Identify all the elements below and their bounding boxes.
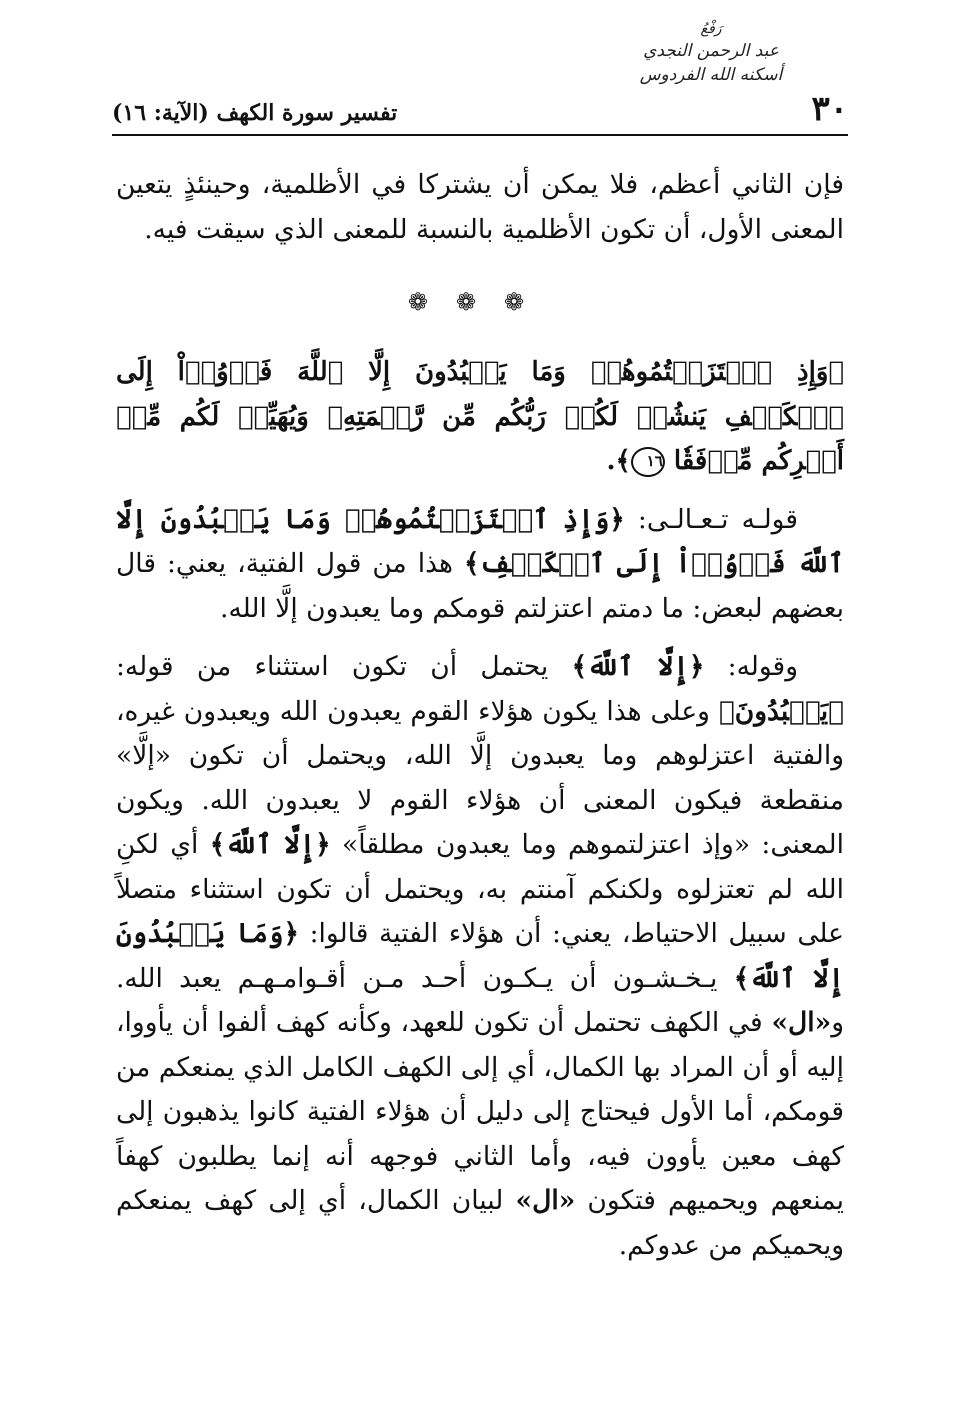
page-body [116,163,844,1268]
page-header [112,21,848,130]
quran-quote: ﴿إِلَّا ٱللَّهَ﴾ [571,651,705,682]
header-rule [112,134,848,136]
quoted-word: «ال» [515,1185,576,1216]
verse-open-bracket: ﴿ [828,357,844,387]
page-number: ٣٠ [811,89,848,129]
ayah-number-marker: ١٦ [631,447,665,477]
verse-text: وَإِذِ ٱعۡتَزَلۡتُمُوهُمۡ وَمَا يَعۡبُدُونَ إِلَّا ٱللَّهَ فَأۡوُۥٓاْ إِلَى ٱلۡكَهۡفِ يَنشُرۡ لَكُمۡ رَبُّكُم مِّن رَّحۡمَتِهِۦ وَيُهَيِّئۡ لَكُم مِّنۡ أَمۡرِكُم مِّرۡفَقٗا [116,357,844,476]
stamp-line-2: عبد الرحمن النجدي [643,40,779,61]
commentary-paragraph-2 [116,645,844,1268]
stamp-line-1: رَفْعُ [700,21,722,37]
ornament-icon: ❁ [407,288,456,316]
quran-quote: ﴿إِلَّا ٱللَّهَ﴾ [209,829,331,860]
paragraph-text: يحتمل أن تكون استثناء من قوله: [116,651,572,682]
paragraph-text: أي لكنِ الله لم تعتزلوه ولكنكم آمنتم به، ويحتمل أن تكون استثناء متصلاً على سبيل الاحتياط، يعني: أن هؤلاء الفتية قالوا: [116,829,844,949]
paragraph-text: وعلى هذا يكون هؤلاء القوم يعبدون الله ويعبدون غيره، والفتية اعتزلوهم وما يعبدون إلَّا الله، ويحتمل أن تكون [116,695,844,771]
stamp-line-3: أسكنه الله الفردوس [639,64,783,85]
ownership-stamp [636,22,786,118]
ornament-icon: ❁ [455,288,505,316]
paragraph-continuation: فإن الثاني أعظم، فلا يمكن أن يشتركا في الأظلمية، وحينئذٍ يتعين المعنى الأول، أن تكون الأظلمية بالنسبة للمعنى الذي سيقت فيه. [116,169,844,245]
commentary-paragraph-1 [116,498,844,632]
quran-verse [116,350,844,484]
paragraph-lead: قولـه تـعـالـى: [624,503,799,535]
quran-quote: ﴿وَإِذِ ٱعۡتَزَلۡتُمُوهُمۡ وَمَا يَعۡبُدُونَ إِلَّا ٱللَّهَ فَأۡوُۥٓاْ إِلَى ٱلۡكَهۡفِ﴾ [116,503,845,579]
paragraph-text: يـخـشـون أن يـكـون أحـد مـن أقـوامـهـم يعبد الله. و [116,962,844,1038]
paragraph-lead: وقوله: [704,651,799,682]
quoted-word: «إلَّا» [116,740,171,771]
quran-quote: ﴿يَعۡبُدُونَ﴾ [718,695,844,727]
running-title: تفسير سورة الكهف (الآية: ١٦) [112,100,398,126]
paragraph-text: هذا من قول الفتية، يعني: قال بعضهم لبعض: ما دمتم اعتزلتم قومكم وما يعبدون إلَّا الله. [116,548,844,624]
quoted-word: «ال» [771,1007,832,1038]
ornament-icon: ❁ [504,288,553,316]
paragraph-text: في الكهف تحتمل أن تكون للعهد، وكأنه كهف ألفوا أن يأووا، إليه أو أن المراد بها الكمال، أي إلى الكهف الكامل الذي يمنعكم من قومكم، أما الأول فيحتاج إلى دليل أن هؤلاء الفتية كانوا يذهبون إلى كهف معين يأوون فيه، وأما الثاني فوجهه أنه إنما يطلبون كهفاً يمنعهم ويحميهم فتكون [116,1007,844,1216]
verse-close-bracket: ﴾. [606,446,631,476]
section-divider [116,290,844,314]
paragraph-text: لبيان الكمال، أي إلى كهف يمنعكم ويحميكم من عدوكم. [116,1185,844,1261]
quran-quote: ﴿وَمَا يَعۡبُدُونَ إِلَّا ٱللَّهَ﴾ [116,918,844,994]
paragraph-text: منقطعة فيكون المعنى أن هؤلاء القوم لا يعبدون الله. ويكون المعنى: «وإذ اعتزلتموهم وما يعبدون مطلقاً» [116,784,844,860]
